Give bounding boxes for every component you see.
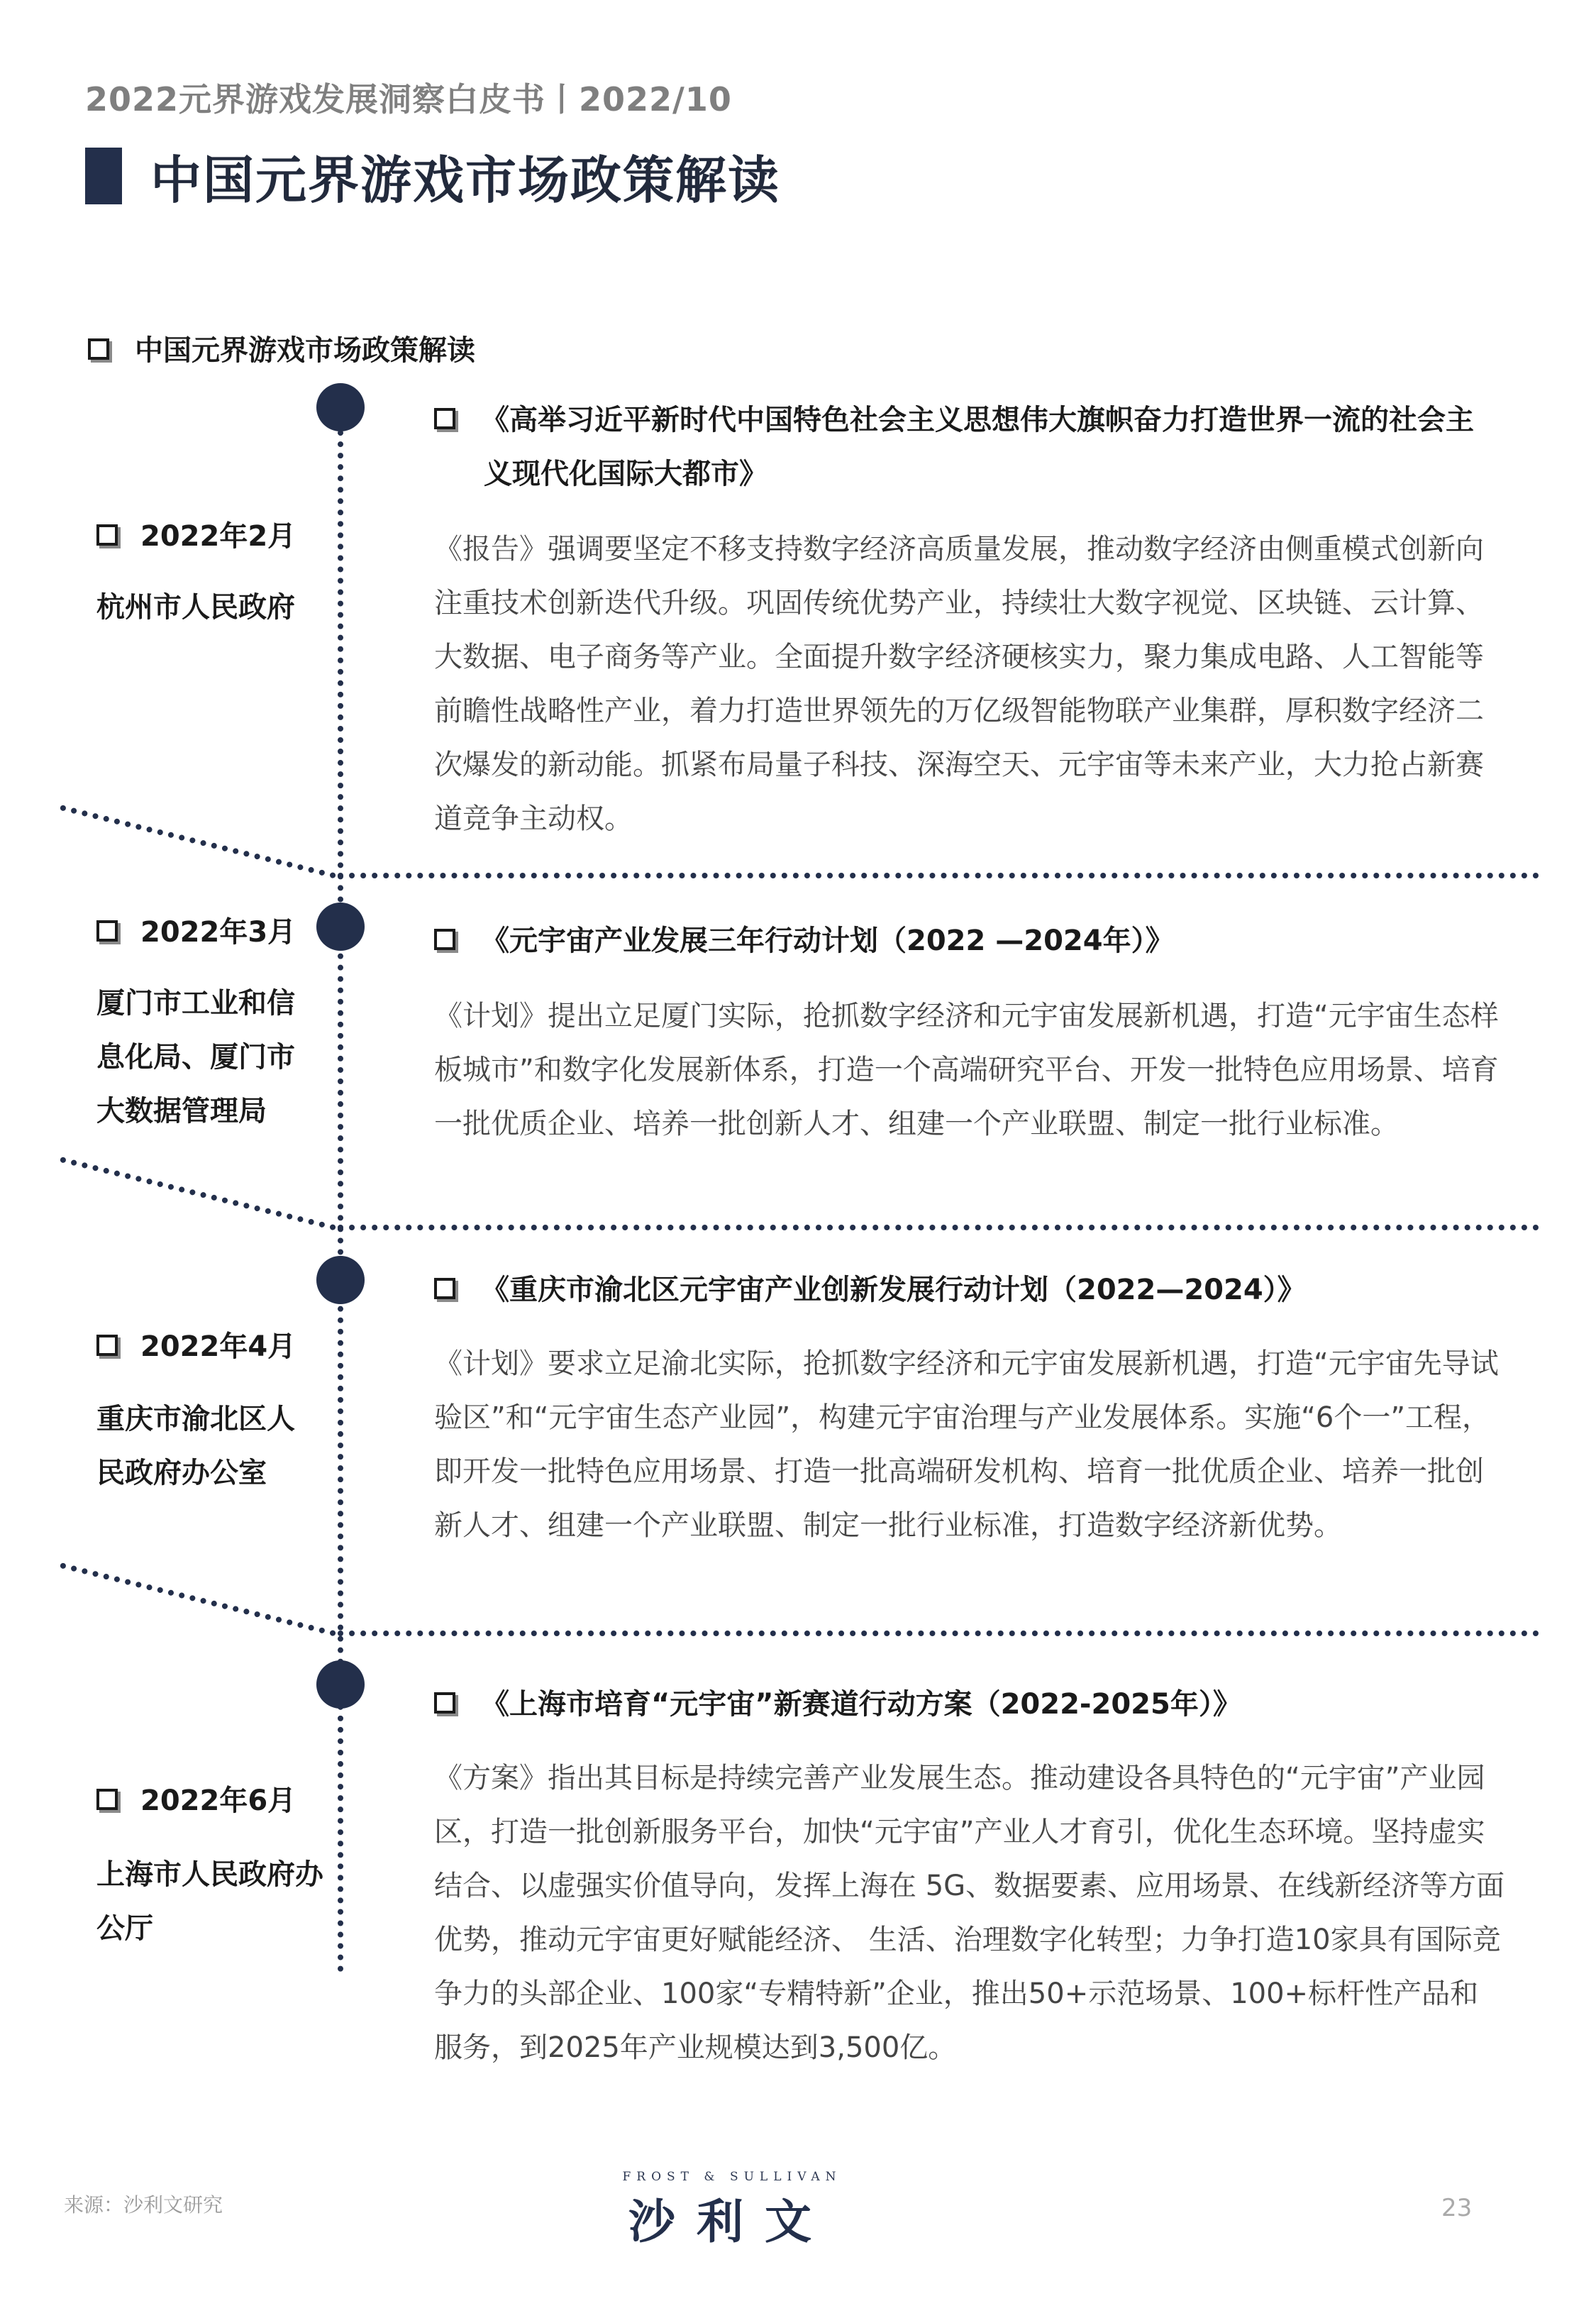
entry-document-title xyxy=(434,1263,1498,1317)
entry-organization: 上海市人民政府办公厅 xyxy=(96,1858,323,1945)
entry-document-title-text: 《元宇宙产业发展三年行动计划（2022 —2024年）》 xyxy=(481,925,1174,957)
page-title: 中国元界游戏市场政策解读 xyxy=(150,150,781,210)
checkbox-bullet-icon xyxy=(96,524,118,546)
checkbox-bullet-icon xyxy=(96,920,118,942)
entry-separator-line xyxy=(338,1225,1539,1230)
checkbox-bullet-icon xyxy=(96,1789,118,1810)
entry-organization: 杭州市人民政府 xyxy=(96,591,295,624)
diagonal-connector-line xyxy=(60,805,336,879)
entry-document-title xyxy=(434,1677,1498,1731)
entry-date-text: 2022年6月 xyxy=(140,1784,297,1817)
entry-document-title-text: 《上海市培育“元宇宙”新赛道行动方案（2022-2025年）》 xyxy=(481,1688,1241,1721)
section-heading-text: 中国元界游戏市场政策解读 xyxy=(135,334,475,367)
checkbox-bullet-icon xyxy=(434,408,455,429)
entry-body-text: 《方案》指出其目标是持续完善产业发展生态。推动建设各具特色的“元宇宙”产业园区，打造一批创新服务平台，加快“元宇宙”产业人才育引，优化生态环境。坚持虚实结合、以虚强实价值导向，发挥上海在 5G、数据要素、应用场景、在线新经济等方面优势，推动元宇宙更好赋能经济、 生活、治理数字化转型；力争打造10家具有国际竞争力的头部企业、100家“专精特新”企业，推出50+示范场景、100+标杆性产品和服务，到2025年产业规模达到3,500亿。 xyxy=(434,1762,1505,2064)
checkbox-bullet-icon xyxy=(88,338,109,360)
frost-sullivan-logo-text: FROST & SULLIVAN xyxy=(622,2170,842,2184)
entry-separator-line xyxy=(338,1631,1539,1636)
entry-body-text: 《计划》提出立足厦门实际，抢抓数字经济和元宇宙发展新机遇，打造“元宇宙生态样板城市”和数字化发展新体系，打造一个高端研究平台、开发一批特色应用场景、培育一批优质企业、培养一批创新人才、组建一个产业联盟、制定一批行业标准。 xyxy=(434,1000,1499,1140)
source-note: 来源：沙利文研究 xyxy=(64,2193,223,2217)
entry-date-text: 2022年4月 xyxy=(140,1330,297,1363)
entry-date xyxy=(96,514,296,554)
checkbox-bullet-icon xyxy=(434,929,455,950)
diagonal-connector-line xyxy=(60,1157,336,1231)
diagonal-connector-line xyxy=(60,1562,336,1637)
sullivan-logo: 沙利文 xyxy=(628,2195,833,2249)
checkbox-bullet-icon xyxy=(96,1335,118,1356)
entry-separator-line xyxy=(338,873,1539,878)
entry-organization: 重庆市渝北区人民政府办公室 xyxy=(96,1403,295,1489)
timeline-dot xyxy=(316,903,365,951)
timeline-dot xyxy=(316,1256,365,1304)
entry-document-title-text: 《高举习近平新时代中国特色社会主义思想伟大旗帜奋力打造世界一流的社会主义现代化国际大都市》 xyxy=(481,404,1474,490)
entry-document-title xyxy=(434,393,1498,501)
timeline-vertical-line xyxy=(338,407,343,1973)
entry-document-title-text: 《重庆市渝北区元宇宙产业创新发展行动计划（2022—2024）》 xyxy=(481,1274,1306,1306)
entry-date xyxy=(96,1324,296,1364)
section-heading xyxy=(88,328,475,368)
checkbox-bullet-icon xyxy=(434,1278,455,1299)
entry-body-text: 《报告》强调要坚定不移支持数字经济高质量发展，推动数字经济由侧重模式创新向注重技术创新迭代升级。巩固传统优势产业，持续壮大数字视觉、区块链、云计算、大数据、电子商务等产业。全面提升数字经济硬核实力，聚力集成电路、人工智能等前瞻性战略性产业，着力打造世界领先的万亿级智能物联产业集群，厚积数字经济二次爆发的新动能。抓紧布局量子科技、深海空天、元宇宙等未来产业，大力抢占新赛道竞争主动权。 xyxy=(434,533,1484,835)
entry-date-text: 2022年3月 xyxy=(140,916,297,949)
entry-document-title xyxy=(434,914,1498,968)
entry-body-text: 《计划》要求立足渝北实际，抢抓数字经济和元宇宙发展新机遇，打造“元宇宙先导试验区”和“元宇宙生态产业园”，构建元宇宙治理与产业发展体系。实施“6个一”工程，即开发一批特色应用场景、打造一批高端研发机构、培育一批优质企业、培养一批创新人才、组建一个产业联盟、制定一批行业标准，打造数字经济新优势。 xyxy=(434,1347,1499,1542)
entry-organization: 厦门市工业和信息化局、厦门市大数据管理局 xyxy=(96,987,295,1127)
timeline-dot xyxy=(316,383,365,431)
header-subtitle: 2022元界游戏发展洞察白皮书丨2022/10 xyxy=(85,80,732,118)
checkbox-bullet-icon xyxy=(434,1692,455,1714)
entry-date xyxy=(96,910,296,950)
entry-date xyxy=(96,1778,296,1819)
page-number: 23 xyxy=(1441,2194,1473,2222)
entry-date-text: 2022年2月 xyxy=(140,520,297,553)
title-accent-bar xyxy=(85,148,122,204)
timeline-dot xyxy=(316,1660,365,1709)
